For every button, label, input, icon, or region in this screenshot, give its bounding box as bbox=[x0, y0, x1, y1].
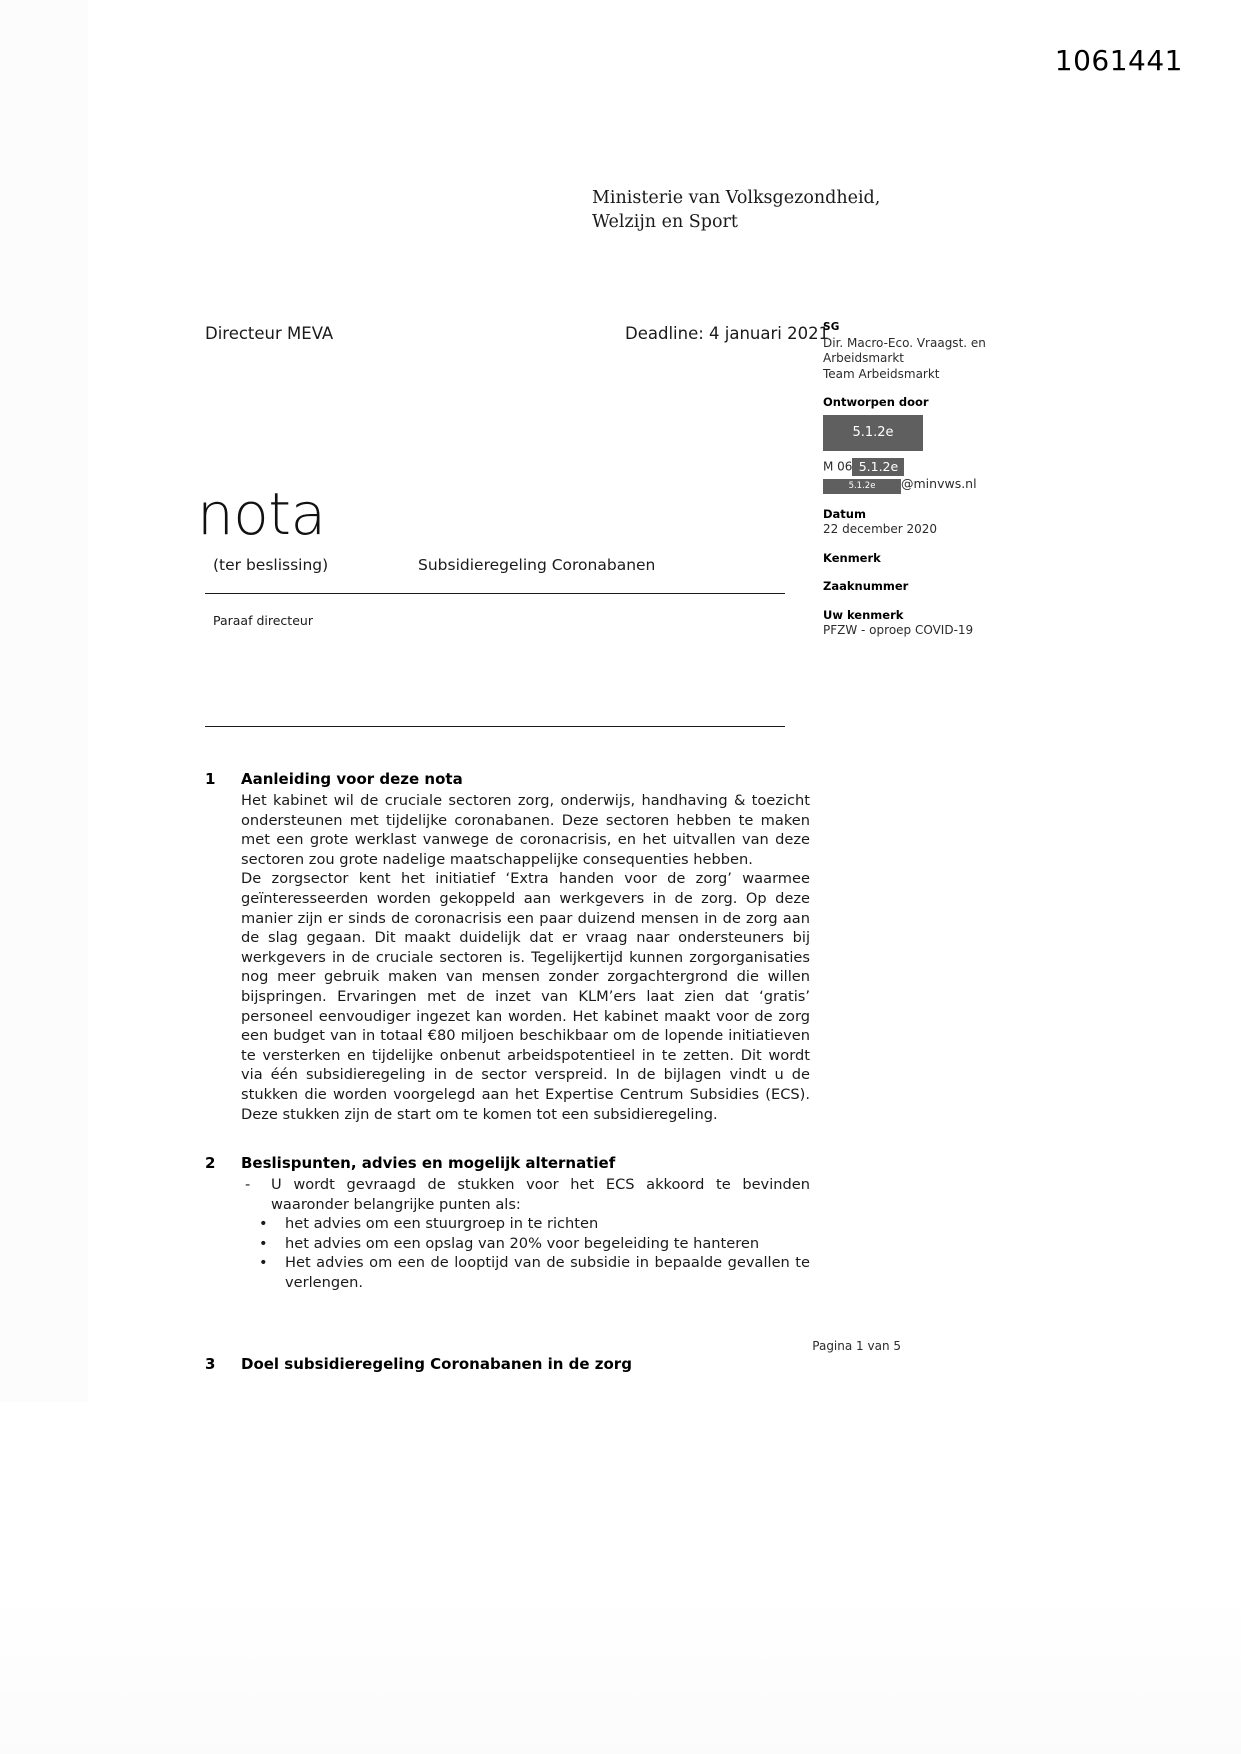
divider-title bbox=[205, 593, 785, 594]
ministry-line-2: Welzijn en Sport bbox=[592, 212, 738, 232]
list-marker: • bbox=[259, 1234, 268, 1252]
section-2-title: Beslispunten, advies en mogelijk alternatief bbox=[241, 1154, 616, 1173]
meta-email-line bbox=[823, 476, 1038, 494]
meta-zaaknummer bbox=[823, 579, 1038, 595]
meta-spacer-2 bbox=[823, 494, 1038, 507]
list-marker: • bbox=[259, 1215, 268, 1233]
meta-organisation bbox=[823, 320, 1038, 382]
meta-org-line-1: Dir. Macro-Eco. Vraagst. en bbox=[823, 335, 986, 350]
list-item bbox=[241, 1175, 810, 1214]
list-marker: • bbox=[259, 1254, 268, 1272]
section-1-paragraph-1: Het kabinet wil de cruciale sectoren zorg, onderwijs, handhaving & toezicht ondersteunen met tijdelijke coronabanen. Deze sectoren hebben te maken met een grote werklast vanwege de coronacrisis, en het uitvallen van deze sectoren zou grote nadelige maatschappelijke consequenties hebben. bbox=[241, 792, 810, 868]
document-number: 1061441 bbox=[1054, 44, 1183, 77]
meta-phone-prefix: M 06 bbox=[823, 459, 853, 473]
list-item-text: het advies om een stuurgroep in te richten bbox=[285, 1215, 599, 1233]
meta-spacer-5 bbox=[823, 595, 1038, 608]
section-1-body bbox=[241, 791, 810, 1124]
section-1-heading bbox=[205, 770, 810, 788]
section-2 bbox=[205, 1154, 810, 1293]
section-2-number: 2 bbox=[205, 1154, 216, 1173]
metadata-sidebar bbox=[823, 320, 1038, 639]
list-item bbox=[241, 1234, 810, 1254]
page-title: nota bbox=[197, 480, 326, 548]
section-3-heading bbox=[205, 1355, 810, 1373]
list-item bbox=[241, 1214, 810, 1234]
list-item-text: U wordt gevraagd de stukken voor het ECS akkoord te bevinden waaronder belangrijke punten als: bbox=[271, 1176, 810, 1213]
meta-uw-kenmerk-label: Uw kenmerk bbox=[823, 607, 904, 622]
meta-org-line-3: Team Arbeidsmarkt bbox=[823, 366, 940, 381]
section-spacer-1 bbox=[205, 1124, 810, 1154]
section-2-list bbox=[241, 1175, 810, 1293]
page-footer: Pagina 1 van 5 bbox=[812, 1339, 901, 1353]
list-item-text: het advies om een opslag van 20% voor begeleiding te hanteren bbox=[285, 1234, 760, 1252]
nota-purpose: (ter beslissing) bbox=[213, 556, 329, 574]
section-2-heading bbox=[205, 1154, 810, 1172]
section-1-number: 1 bbox=[205, 770, 216, 788]
section-3-number: 3 bbox=[205, 1354, 216, 1373]
meta-spacer-1 bbox=[823, 382, 1038, 395]
meta-email-domain: @minvws.nl bbox=[901, 475, 977, 491]
section-1-title: Aanleiding voor deze nota bbox=[241, 770, 463, 788]
addressee: Directeur MEVA bbox=[205, 324, 334, 343]
section-3 bbox=[205, 1355, 810, 1373]
meta-date-label: Datum bbox=[823, 506, 866, 521]
list-item bbox=[241, 1253, 810, 1292]
ministry-header bbox=[592, 186, 880, 234]
redaction-box-designed-by: 5.1.2e bbox=[823, 415, 923, 451]
section-3-title: Doel subsidieregeling Coronabanen in de zorg bbox=[241, 1354, 632, 1373]
section-1-paragraph-2: De zorgsector kent het initiatief ‘Extra handen voor de zorg’ waarmee geïnteresseerden worden gekoppeld aan werkgevers in de zorg. Op deze manier zijn er sinds de coronacrisis een paar duizend mensen in de zorg aan de slag gegaan. Dit maakt duidelijk dat er vraag naar ondersteuners bij werkgevers in de cruciale sectoren is. Tegelijkertijd kunnen zorgorganisaties nog meer gebruik maken van mensen zonder zorgachtergrond die willen bijspringen. Ervaringen met de inzet van KLM’ers laat zien dat ‘gratis’ personeel eenvoudiger ingezet kan worden. Het kabinet maakt voor de zorg een budget van in totaal €80 miljoen beschikbaar om de lopende initiatieven te versterken en tijdelijke onbenut arbeidspotentieel in te zetten. Dit wordt via één subsidieregeling in de sector verspreid. In de bijlagen vindt u de stukken die worden voorgelegd aan het Expertise Centrum Subsidies (ECS). Deze stukken zijn de start om te komen tot een subsidieregeling. bbox=[241, 870, 810, 1123]
paraaf-directeur-label: Paraaf directeur bbox=[213, 613, 313, 628]
deadline: Deadline: 4 januari 2021 bbox=[625, 324, 830, 343]
meta-date bbox=[823, 507, 1038, 538]
list-marker: - bbox=[245, 1176, 251, 1194]
meta-org-line-2: Arbeidsmarkt bbox=[823, 351, 904, 365]
redaction-box-phone: 5.1.2e bbox=[852, 458, 904, 476]
meta-kenmerk-label: Kenmerk bbox=[823, 550, 881, 565]
ministry-line-1: Ministerie van Volksgezondheid, bbox=[592, 188, 881, 208]
section-1 bbox=[205, 770, 810, 1124]
list-item-text: Het advies om een de looptijd van de subsidie in bepaalde gevallen te verlengen. bbox=[285, 1254, 810, 1292]
meta-org-label: SG bbox=[823, 321, 840, 333]
scan-edge-bottom bbox=[0, 1402, 1241, 1754]
meta-spacer-4 bbox=[823, 566, 1038, 579]
meta-phone-line bbox=[823, 458, 1038, 476]
meta-date-value: 22 december 2020 bbox=[823, 522, 938, 536]
meta-uw-kenmerk bbox=[823, 608, 1038, 639]
meta-zaaknummer-label: Zaaknummer bbox=[823, 579, 909, 593]
redaction-box-email: 5.1.2e bbox=[823, 479, 901, 494]
divider-body bbox=[205, 726, 785, 727]
nota-subject: Subsidieregeling Coronabanen bbox=[418, 556, 656, 574]
meta-uw-kenmerk-value: PFZW - oproep COVID-19 bbox=[823, 623, 974, 637]
meta-designed-by bbox=[823, 395, 1038, 451]
meta-designed-by-label: Ontworpen door bbox=[823, 395, 929, 409]
section-spacer-2 bbox=[205, 1293, 810, 1355]
document-body bbox=[205, 770, 810, 1376]
meta-kenmerk bbox=[823, 551, 1038, 567]
meta-spacer-3 bbox=[823, 538, 1038, 551]
